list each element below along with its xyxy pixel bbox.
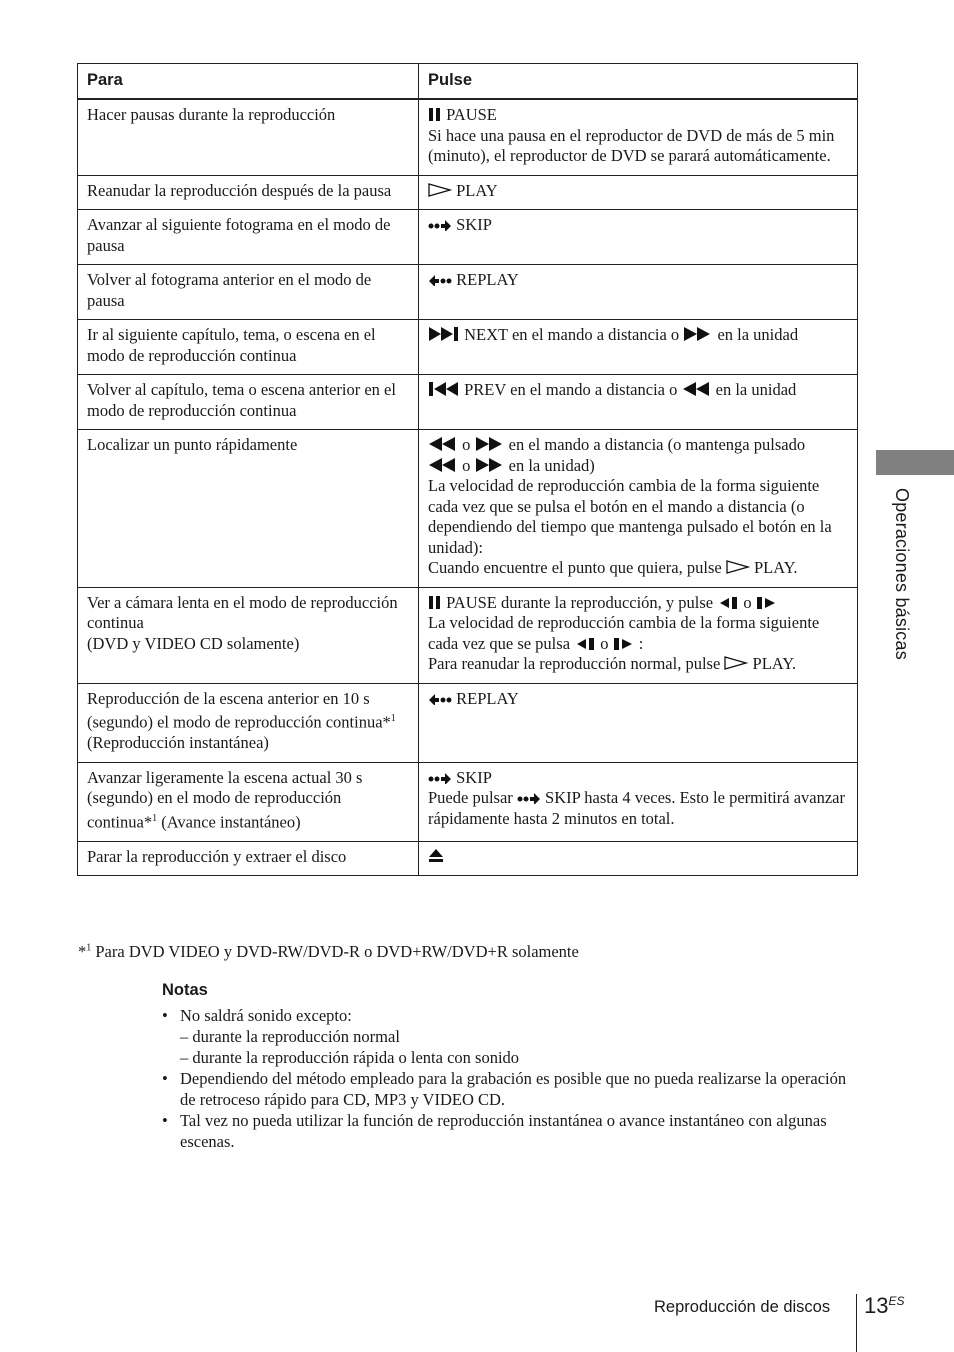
pulse-text: en la unidad	[715, 380, 797, 399]
section-side-label: Operaciones básicas	[892, 488, 912, 660]
table-row	[78, 210, 858, 265]
pulse-line	[428, 435, 848, 456]
pulse-cell	[419, 587, 858, 683]
note-text: Tal vez no pueda utilizar la función de reproducción instantánea o avance instantáneo con algunas escenas.	[180, 1111, 827, 1151]
play-icon	[724, 654, 748, 675]
pulse-line	[428, 689, 848, 710]
para-cell	[78, 210, 419, 265]
table-row	[78, 430, 858, 588]
pulse-line	[428, 788, 848, 829]
pulse-cell	[419, 175, 858, 210]
next-icon	[428, 325, 460, 346]
pulse-cell	[419, 430, 858, 588]
para-text: Reanudar la reproducción después de la pausa	[87, 180, 392, 200]
para-text: Volver al capítulo, tema o escena anterior en el modo de reproducción continua	[87, 380, 396, 420]
pulse-text: o	[600, 633, 609, 653]
footer-divider	[856, 1294, 857, 1352]
pulse-line	[428, 768, 848, 789]
skip-icon	[428, 768, 452, 789]
slow-fwd-icon	[613, 634, 635, 655]
header-para: Para	[78, 64, 419, 100]
replay-icon	[428, 689, 452, 710]
pulse-line	[428, 476, 848, 558]
fastforward-icon	[683, 325, 713, 346]
para-cell	[78, 265, 419, 320]
fastforward-icon	[475, 456, 505, 477]
pulse-line	[428, 558, 848, 579]
para-cell	[78, 430, 419, 588]
pulse-cell	[419, 210, 858, 265]
pulse-line	[428, 380, 848, 401]
footnote: *$^1$ Para DVD VIDEO y DVD-RW/DVD-R o DVD+RW/DVD+R solamente	[78, 942, 579, 961]
pulse-text: La velocidad de reproducción cambia de la forma siguiente cada vez que se pulsa el botón en el mando a distancia (o dependiendo del tiempo que mantenga pulsado el botón en la unidad):	[428, 476, 832, 557]
pulse-text: Puede pulsar	[428, 788, 513, 807]
pulse-text: Cuando encuentre el punto que quiera, pulse	[428, 558, 722, 577]
pulse-text: PAUSE durante la reproducción, y pulse	[446, 592, 714, 612]
pulse-cell	[419, 99, 858, 175]
pulse-cell	[419, 320, 858, 375]
para-text: (DVD y VIDEO CD solamente)	[87, 633, 300, 653]
pulse-text: en el mando a distancia (o mantenga pulsado	[508, 435, 806, 454]
footnote-ref: 1	[152, 812, 158, 824]
para-cell	[78, 320, 419, 375]
note-item	[162, 1110, 852, 1152]
pause-icon	[428, 593, 442, 614]
table-row	[78, 175, 858, 210]
table-row	[78, 375, 858, 430]
pulse-text: PLAY	[456, 180, 498, 200]
para-text	[87, 689, 409, 754]
pulse-text: REPLAY	[456, 270, 519, 289]
pulse-text: SKIP	[456, 215, 492, 234]
slow-fwd-icon	[756, 593, 778, 614]
para-cell	[78, 683, 419, 762]
para-text: Avanzar al siguiente fotograma en el modo de pausa	[87, 215, 391, 255]
pulse-text: en la unidad)	[508, 455, 595, 475]
bullet-icon: •	[162, 1111, 168, 1130]
note-text: No saldrá sonido excepto:	[180, 1006, 352, 1025]
para-text	[87, 768, 409, 833]
pulse-text: NEXT en el mando a distancia o	[464, 325, 680, 344]
pulse-text: PLAY.	[753, 558, 798, 577]
pause-icon	[428, 105, 442, 126]
pulse-text: o	[743, 592, 752, 612]
para-text: Ir al siguiente capítulo, tema, o escena en el modo de reproducción continua	[87, 325, 376, 365]
pulse-cell	[419, 375, 858, 430]
slow-back-icon	[574, 634, 596, 655]
table-row	[78, 683, 858, 762]
pulse-text: Si hace una pausa en el reproductor de DVD de más de 5 min (minuto), el reproductor de DVD se parará automáticamente.	[428, 125, 835, 165]
bullet-icon: •	[162, 1006, 168, 1025]
pulse-line	[428, 593, 848, 614]
para-text: Localizar un punto rápidamente	[87, 435, 298, 454]
pulse-text: REPLAY	[456, 688, 519, 708]
para-cell	[78, 587, 419, 683]
pulse-line	[428, 181, 848, 202]
para-cell	[78, 99, 419, 175]
pulse-line	[428, 215, 848, 236]
pulse-text: La velocidad de reproducción cambia de la forma siguiente cada vez que se pulsa	[428, 613, 820, 653]
pulse-text: o	[462, 435, 471, 454]
table-row	[78, 265, 858, 320]
table-row	[78, 587, 858, 683]
table-row	[78, 320, 858, 375]
footnote-ref: 1	[390, 713, 396, 724]
skip-icon	[428, 215, 452, 236]
play-icon	[726, 558, 750, 579]
para-text-part: Reproducción de la escena anterior en 10 s (segundo) el modo de reproducción continua*	[87, 688, 391, 732]
pulse-text: :	[638, 633, 644, 653]
pulse-text: PAUSE	[446, 105, 497, 124]
pulse-line	[428, 325, 848, 346]
pulse-text: o	[462, 455, 471, 475]
para-cell	[78, 841, 419, 876]
pulse-line	[428, 654, 848, 675]
skip-icon	[517, 788, 541, 809]
rewind-icon	[682, 380, 712, 401]
para-text: Hacer pausas durante la reproducción	[87, 105, 336, 124]
replay-icon	[428, 270, 452, 291]
pulse-text: Para reanudar la reproducción normal, pulse	[428, 654, 721, 673]
fastforward-icon	[475, 435, 505, 456]
pulse-text: SKIP hasta 4 veces. Esto le permitirá avanzar rápidamente hasta 2 minutos en total.	[428, 788, 845, 828]
pulse-line	[428, 126, 848, 167]
bullet-icon: •	[162, 1069, 168, 1088]
eject-icon	[428, 847, 444, 868]
footer-section-title: Reproducción de discos	[654, 1298, 831, 1316]
para-cell	[78, 375, 419, 430]
pulse-cell	[419, 841, 858, 876]
pulse-line	[428, 613, 848, 654]
para-text: Volver al fotograma anterior en el modo de pausa	[87, 270, 372, 310]
slow-back-icon	[717, 593, 739, 614]
table-row	[78, 762, 858, 841]
table-row	[78, 841, 858, 876]
pulse-text: en la unidad	[717, 325, 799, 344]
pulse-text: PREV en el mando a distancia o	[464, 380, 678, 399]
note-text: Dependiendo del método empleado para la grabación es posible que no pueda realizarse la operación de retroceso rápido para CD, MP3 y VIDEO CD.	[180, 1069, 847, 1109]
note-item	[162, 1005, 852, 1068]
pulse-cell	[419, 762, 858, 841]
para-text: Ver a cámara lenta en el modo de reproducción continua	[87, 592, 398, 632]
pulse-line	[428, 847, 848, 868]
para-text-part: Avanzar ligeramente la escena actual 30 s (segundo) en el modo de reproducción continua*	[87, 767, 363, 831]
notes-list	[162, 1005, 852, 1152]
rewind-icon	[428, 435, 458, 456]
pulse-line	[428, 105, 848, 126]
para-cell	[78, 762, 419, 841]
para-text: Parar la reproducción y extraer el disco	[87, 846, 347, 866]
pulse-text: SKIP	[456, 767, 492, 787]
note-item	[162, 1068, 852, 1110]
note-subitem: – durante la reproducción rápida o lenta con sonido	[180, 1048, 520, 1067]
note-subitem: – durante la reproducción normal	[180, 1027, 400, 1046]
play-icon	[428, 181, 452, 202]
pulse-line	[428, 456, 848, 477]
table-row	[78, 99, 858, 175]
pulse-text: PLAY.	[752, 654, 797, 673]
notes-title: Notas	[162, 981, 208, 999]
header-pulse: Pulse	[419, 64, 858, 100]
operations-table	[77, 63, 858, 876]
pulse-cell	[419, 683, 858, 762]
para-cell	[78, 175, 419, 210]
rewind-icon	[428, 456, 458, 477]
table-header-row	[78, 64, 858, 100]
page-number: $13^{ES}$	[864, 1293, 905, 1318]
pulse-line	[428, 270, 848, 291]
section-tab-marker	[876, 450, 954, 475]
pulse-cell	[419, 265, 858, 320]
prev-icon	[428, 380, 460, 401]
para-text-part: (Reproducción instantánea)	[87, 733, 269, 752]
para-text-part: (Avance instantáneo)	[157, 812, 301, 831]
